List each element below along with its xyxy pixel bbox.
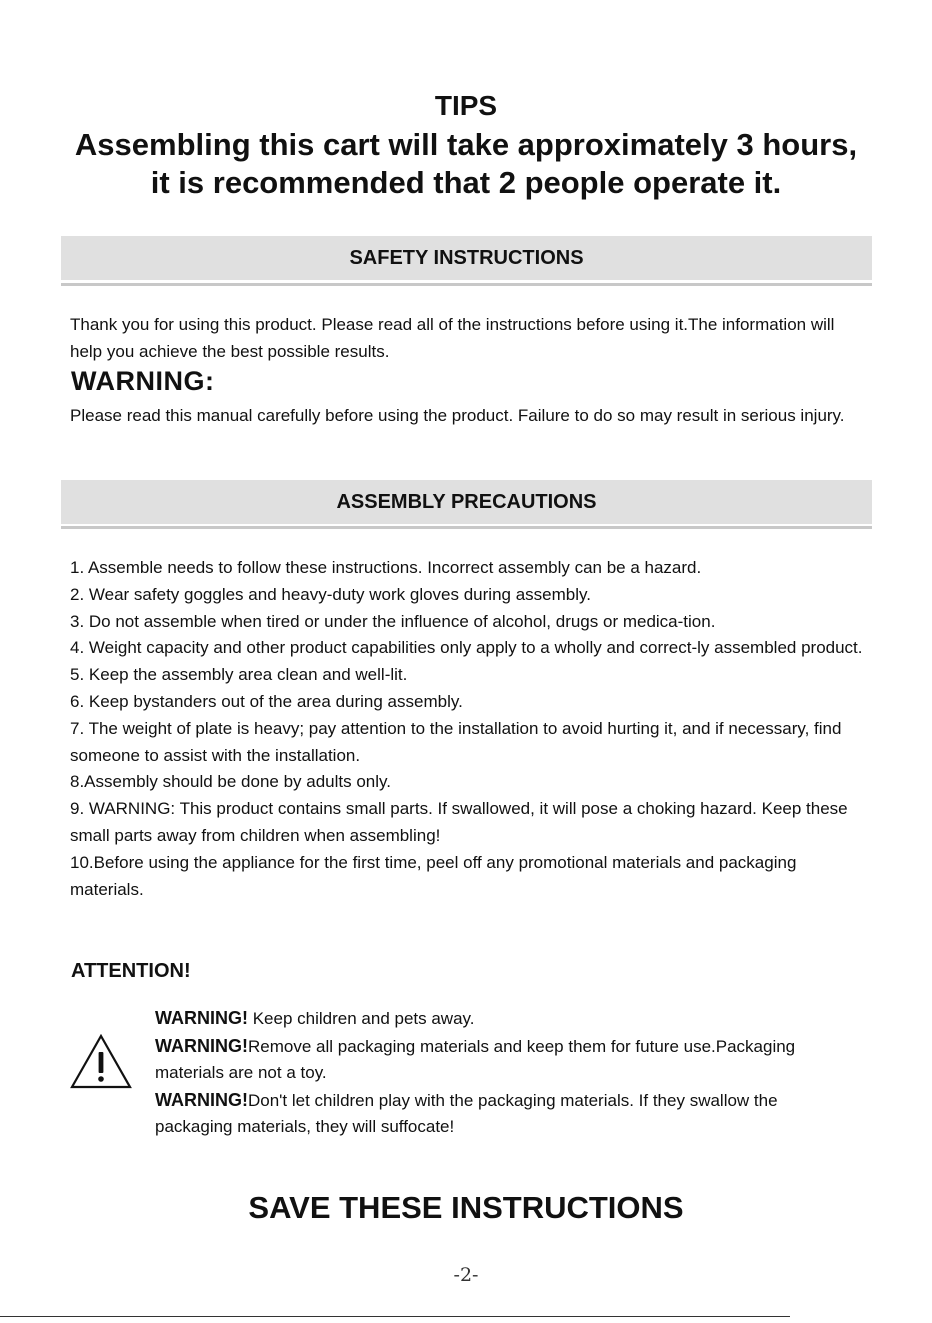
assembly-precautions-heading: ASSEMBLY PRECAUTIONS bbox=[61, 480, 872, 524]
attention-warning-item bbox=[155, 1005, 855, 1033]
warning-text: Don't let children play with the packaging materials. If they swallow the packaging materials, they will suffocate! bbox=[155, 1090, 778, 1136]
intro-text: Thank you for using this product. Please read all of the instructions before using it.The information will help you achieve the best possible results. bbox=[70, 315, 835, 361]
warning-text: Keep children and pets away. bbox=[248, 1009, 475, 1028]
save-instructions-heading: SAVE THESE INSTRUCTIONS bbox=[248, 1190, 684, 1225]
attention-warning-item bbox=[155, 1033, 855, 1087]
list-item: 9. WARNING: This product contains small parts. If swallowed, it will pose a choking hazard. Keep these small parts away from children when assembling! bbox=[70, 799, 848, 845]
attention-warnings bbox=[155, 1005, 855, 1141]
tips-line-1: Assembling this cart will take approximately 3 hours, bbox=[74, 127, 858, 162]
warning-label: WARNING! bbox=[155, 1008, 248, 1028]
safety-instructions-heading: SAFETY INSTRUCTIONS bbox=[61, 236, 872, 280]
list-item: 3. Do not assemble when tired or under the influence of alcohol, drugs or medica-tion. bbox=[70, 611, 716, 631]
list-item: 10.Before using the appliance for the first time, peel off any promotional materials and packaging materials. bbox=[70, 852, 797, 899]
warning-triangle-icon bbox=[70, 1034, 132, 1089]
precautions-list bbox=[70, 555, 870, 903]
safety-heading-rule bbox=[61, 283, 872, 286]
attention-warning-item bbox=[155, 1087, 855, 1141]
warning-text: Remove all packaging materials and keep them for future use.Packaging materials are not a toy. bbox=[155, 1036, 796, 1082]
list-item: 5. Keep the assembly area clean and well-lit. bbox=[70, 665, 408, 685]
list-item: 1. Assemble needs to follow these instructions. Incorrect assembly can be a hazard. bbox=[70, 558, 702, 577]
bottom-rule bbox=[0, 1316, 790, 1317]
warning-text: Please read this manual carefully before using the product. Failure to do so may result in serious injury. bbox=[70, 406, 845, 425]
warning-label: WARNING! bbox=[155, 1089, 248, 1110]
list-item: 6. Keep bystanders out of the area during assembly. bbox=[70, 691, 463, 711]
page-number: -2- bbox=[453, 1264, 479, 1286]
list-item: 8.Assembly should be done by adults only. bbox=[70, 772, 391, 792]
warning-heading: WARNING: bbox=[71, 366, 215, 396]
warning-label: WARNING! bbox=[155, 1035, 248, 1056]
tips-line-2: it is recommended that 2 people operate it. bbox=[150, 165, 782, 200]
tips-title: TIPS bbox=[434, 90, 498, 121]
list-item: 2. Wear safety goggles and heavy-duty work gloves during assembly. bbox=[70, 584, 591, 604]
attention-heading: ATTENTION! bbox=[71, 960, 191, 982]
assembly-heading-rule bbox=[61, 526, 872, 529]
list-item: 4. Weight capacity and other product capabilities only apply to a wholly and correct-ly assembled product. bbox=[70, 638, 863, 658]
list-item: 7. The weight of plate is heavy; pay attention to the installation to avoid hurting it, and if necessary, find someone to assist with the installation. bbox=[70, 718, 842, 765]
